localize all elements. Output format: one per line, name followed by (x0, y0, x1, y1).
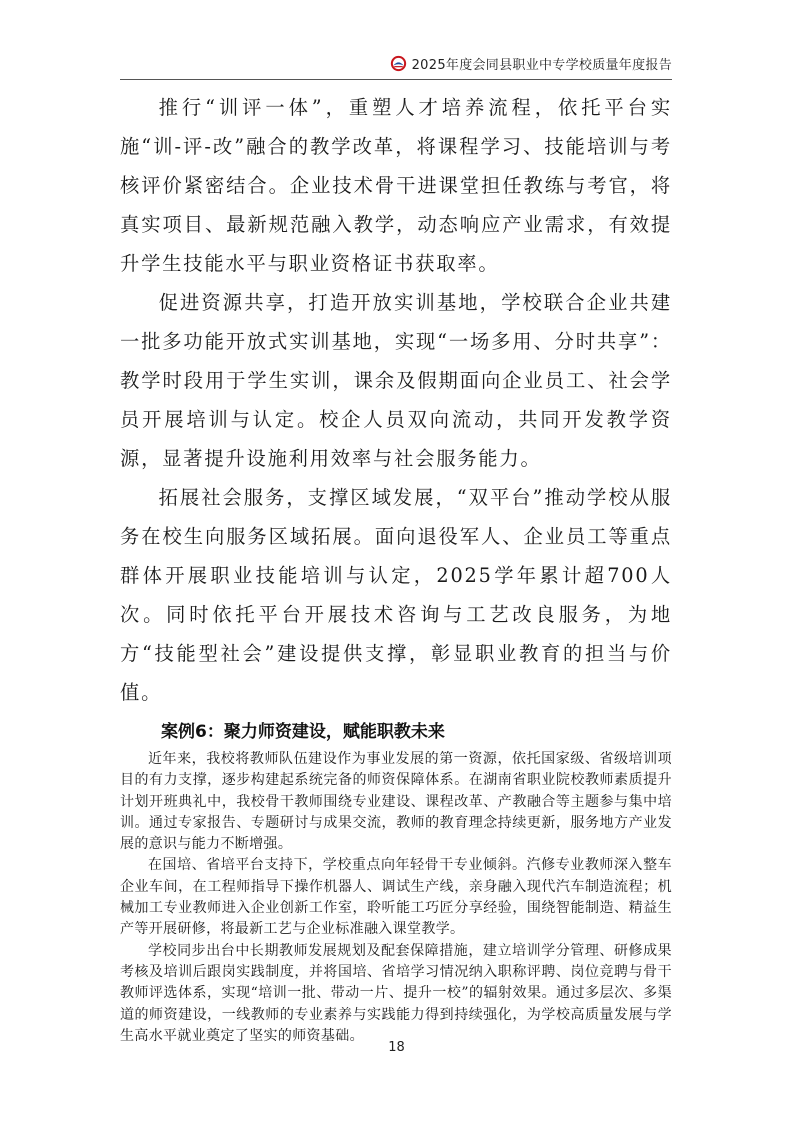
page-number: 18 (388, 1040, 405, 1055)
report-title: 2025年度会同县职业中专学校质量年度报告 (411, 57, 672, 73)
body-paragraph-resource-sharing: 促进资源共享，打造开放实训基地，学校联合企业共建一批多功能开放式实训基地，实现“一场多用、分时共享”：教学时段用于学生实训，课余及假期面向企业员工、社会学员开展培训与认定。校企人员双向流动，共同开发教学资源，显著提升设施利用效率与社会服务能力。 (120, 291, 672, 470)
case-paragraph-teacher-team: 近年来，我校将教师队伍建设作为事业发展的第一资源，依托国家级、省级培训项目的有力支撑，逐步构建起系统完备的师资保障体系。在湖南省职业院校教师素质提升计划开班典礼中，我校骨干教师围绕专业建设、课程改革、产教融合等主题参与集中培训。通过专家报告、专题研讨与成果交流，教师的教育理念持续更新，服务地方产业发展的意识与能力不断增强。 (120, 751, 672, 853)
main-content (120, 88, 672, 1047)
header-divider (120, 79, 672, 80)
case-paragraph-training-platform: 在国培、省培平台支持下，学校重点向年轻骨干专业倾斜。汽修专业教师深入整车企业车间，在工程师指导下操作机器人、调试生产线，亲身融入现代汽车制造流程；机械加工专业教师进入企业创新工作室，聆听能工巧匠分享经验，围绕智能制造、精益生产等开展研修，将最新工艺与企业标准融入课堂教学。 (120, 857, 672, 938)
body-paragraph-training-evaluation: 推行“训评一体”，重塑人才培养流程，依托平台实施“训-评-改”融合的教学改革，将课程学习、技能培训与考核评价紧密结合。企业技术骨干进课堂担任教练与考官，将真实项目、最新规范融入教学，动态响应产业需求，有效提升学生技能水平与职业资格证书获取率。 (120, 96, 672, 275)
page-header (120, 50, 672, 76)
case-title: 案例6：聚力师资建设，赋能职教未来 (161, 722, 445, 742)
school-logo-icon (390, 55, 407, 72)
case-paragraph-development-plan: 学校同步出台中长期教师发展规划及配套保障措施，建立培训学分管理、研修成果考核及培训后跟岗实践制度，并将国培、省培学习情况纳入职称评聘、岗位竞聘与骨干教师评选体系，实现“培训一批、带动一片、提升一校”的辐射效果。通过多层次、多渠道的师资建设，一线教师的专业素养与实践能力得到持续强化，为学校高质量发展与学生高水平就业奠定了坚实的师资基础。 (120, 942, 672, 1044)
body-paragraph-social-service: 拓展社会服务，支撑区域发展，“双平台”推动学校从服务在校生向服务区域拓展。面向退役军人、企业员工等重点群体开展职业技能培训与认定，2025学年累计超700人次。同时依托平台开展技术咨询与工艺改良服务，为地方“技能型社会”建设提供支撑，彰显职业教育的担当与价值。 (120, 486, 672, 704)
